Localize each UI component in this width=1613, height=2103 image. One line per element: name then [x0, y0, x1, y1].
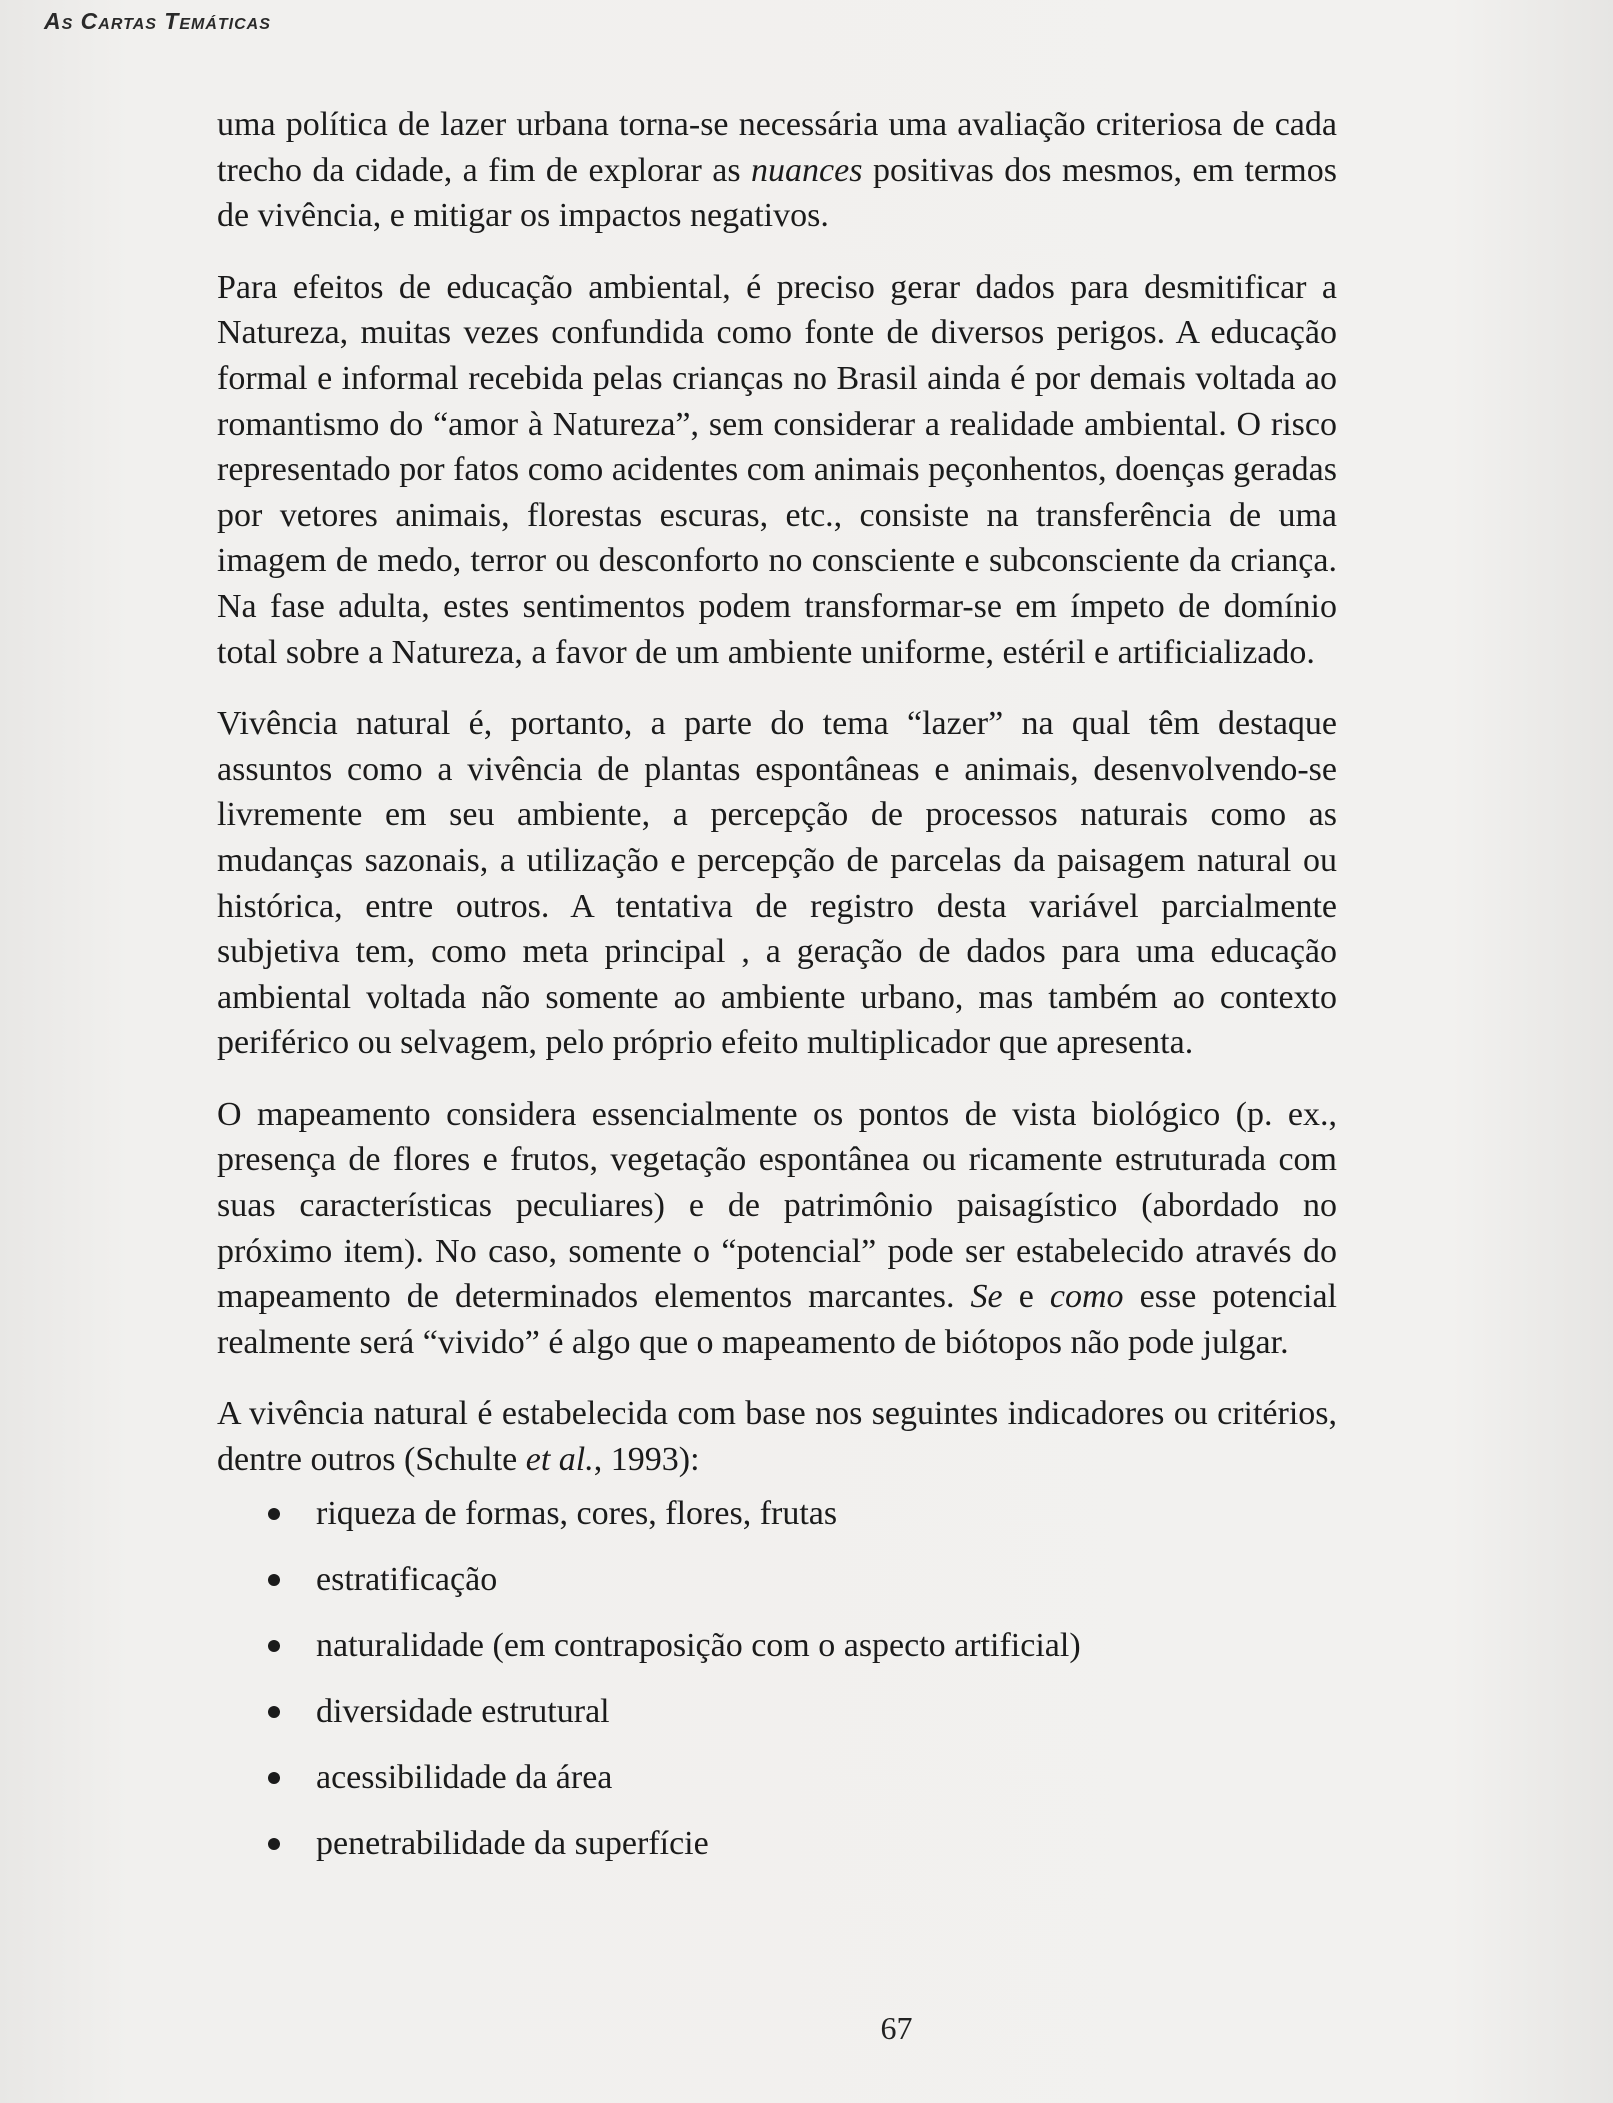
paragraph-4-part-b: e	[1002, 1278, 1050, 1316]
criteria-item-label: diversidade estrutural	[316, 1692, 610, 1730]
paragraph-3: Vivência natural é, portanto, a parte do tema “lazer” na qual têm destaque assuntos como a vivência de plantas espontâneas e animais, desenvolvendo-se livremente em seu ambiente, a percepção de processos naturais como as mudanças sazonais, a utilização e percepção de parcelas da paisagem natural ou histórica, entre outros. A tentativa de registro desta variável parcialmente subjetiva tem, como meta principal , a geração de dados para uma educação ambiental voltada não somente ao ambiente urbano, mas também ao contexto periférico ou selvagem, pelo próprio efeito multiplicador que apresenta.	[217, 705, 1337, 1062]
running-head: As Cartas Temáticas	[44, 8, 271, 34]
criteria-item	[217, 1623, 1337, 1668]
criteria-item	[217, 1689, 1337, 1734]
bullet-icon	[268, 1838, 280, 1850]
bullet-icon	[268, 1508, 280, 1520]
criteria-item-label: acessibilidade da área	[316, 1758, 613, 1796]
paragraph-4-part-c: esse potencial realmente será “vivido” é algo que o mapeamento de biótopos não pode julgar.	[217, 1278, 1337, 1361]
paragraph-5-part-a: A vivência natural é estabelecida com base nos seguintes indicadores ou critérios, dentre outros (Schulte	[217, 1395, 1337, 1479]
bullet-icon	[268, 1772, 280, 1784]
body-text	[217, 102, 1337, 1887]
paragraph-1	[217, 102, 1337, 239]
paragraph-4	[217, 1092, 1337, 1366]
bullet-icon	[268, 1640, 280, 1652]
bullet-icon	[268, 1706, 280, 1718]
criteria-item	[217, 1491, 1337, 1536]
paragraph-5	[217, 1391, 1337, 1482]
paragraph-4-part-a: O mapeamento considera essencialmente os pontos de vista biológico (p. ex., presença de flores e frutos, vegetação espontânea ou ricamente estruturada com suas características peculiares) e de patrimônio paisagístico (abordado no próximo item). No caso, somente o “potencial” pode ser estabelecido através do mapeamento de determinados elementos marcantes.	[217, 1095, 1337, 1316]
italic-term-et-al: et al.	[525, 1441, 594, 1479]
bullet-icon	[268, 1574, 280, 1586]
criteria-item	[217, 1557, 1337, 1602]
italic-term-nuances: nuances	[751, 151, 863, 189]
paragraph-2: Para efeitos de educação ambiental, é preciso gerar dados para desmitificar a Natureza, muitas vezes confundida como fonte de diversos perigos. A educação formal e informal recebida pelas crianças no Brasil ainda é por demais voltada ao romantismo do “amor à Natureza”, sem considerar a realidade ambiental. O risco representado por fatos como acidentes com animais peçonhentos, doenças geradas por vetores animais, florestas escuras, etc., consiste na transferência de uma imagem de medo, terror ou desconforto no consciente e subconsciente da criança. Na fase adulta, estes sentimentos podem transformar-se em ímpeto de domínio total sobre a Natureza, a favor de um ambiente uniforme, estéril e artificializado.	[217, 268, 1337, 671]
criteria-item	[217, 1755, 1337, 1800]
criteria-item-label: estratificação	[316, 1560, 498, 1598]
paragraph-5-part-b: , 1993):	[593, 1441, 700, 1479]
paragraph-1-part-b: positivas dos mesmos, em termos de vivência, e mitigar os impactos negativos.	[217, 151, 1337, 235]
page-number: 67	[880, 2010, 913, 2046]
criteria-item-label: penetrabilidade da superfície	[316, 1824, 709, 1862]
criteria-item	[217, 1821, 1337, 1866]
criteria-list	[217, 1491, 1337, 1866]
paragraph-1-part-a: uma política de lazer urbana torna-se necessária uma avaliação criteriosa de cada trecho da cidade, a fim de explorar as	[217, 106, 1337, 189]
italic-term-como: como	[1049, 1278, 1124, 1316]
criteria-item-label: naturalidade (em contraposição com o aspecto artificial)	[316, 1626, 1081, 1664]
italic-term-se: Se	[970, 1278, 1003, 1316]
criteria-item-label: riqueza de formas, cores, flores, frutas	[316, 1494, 838, 1532]
